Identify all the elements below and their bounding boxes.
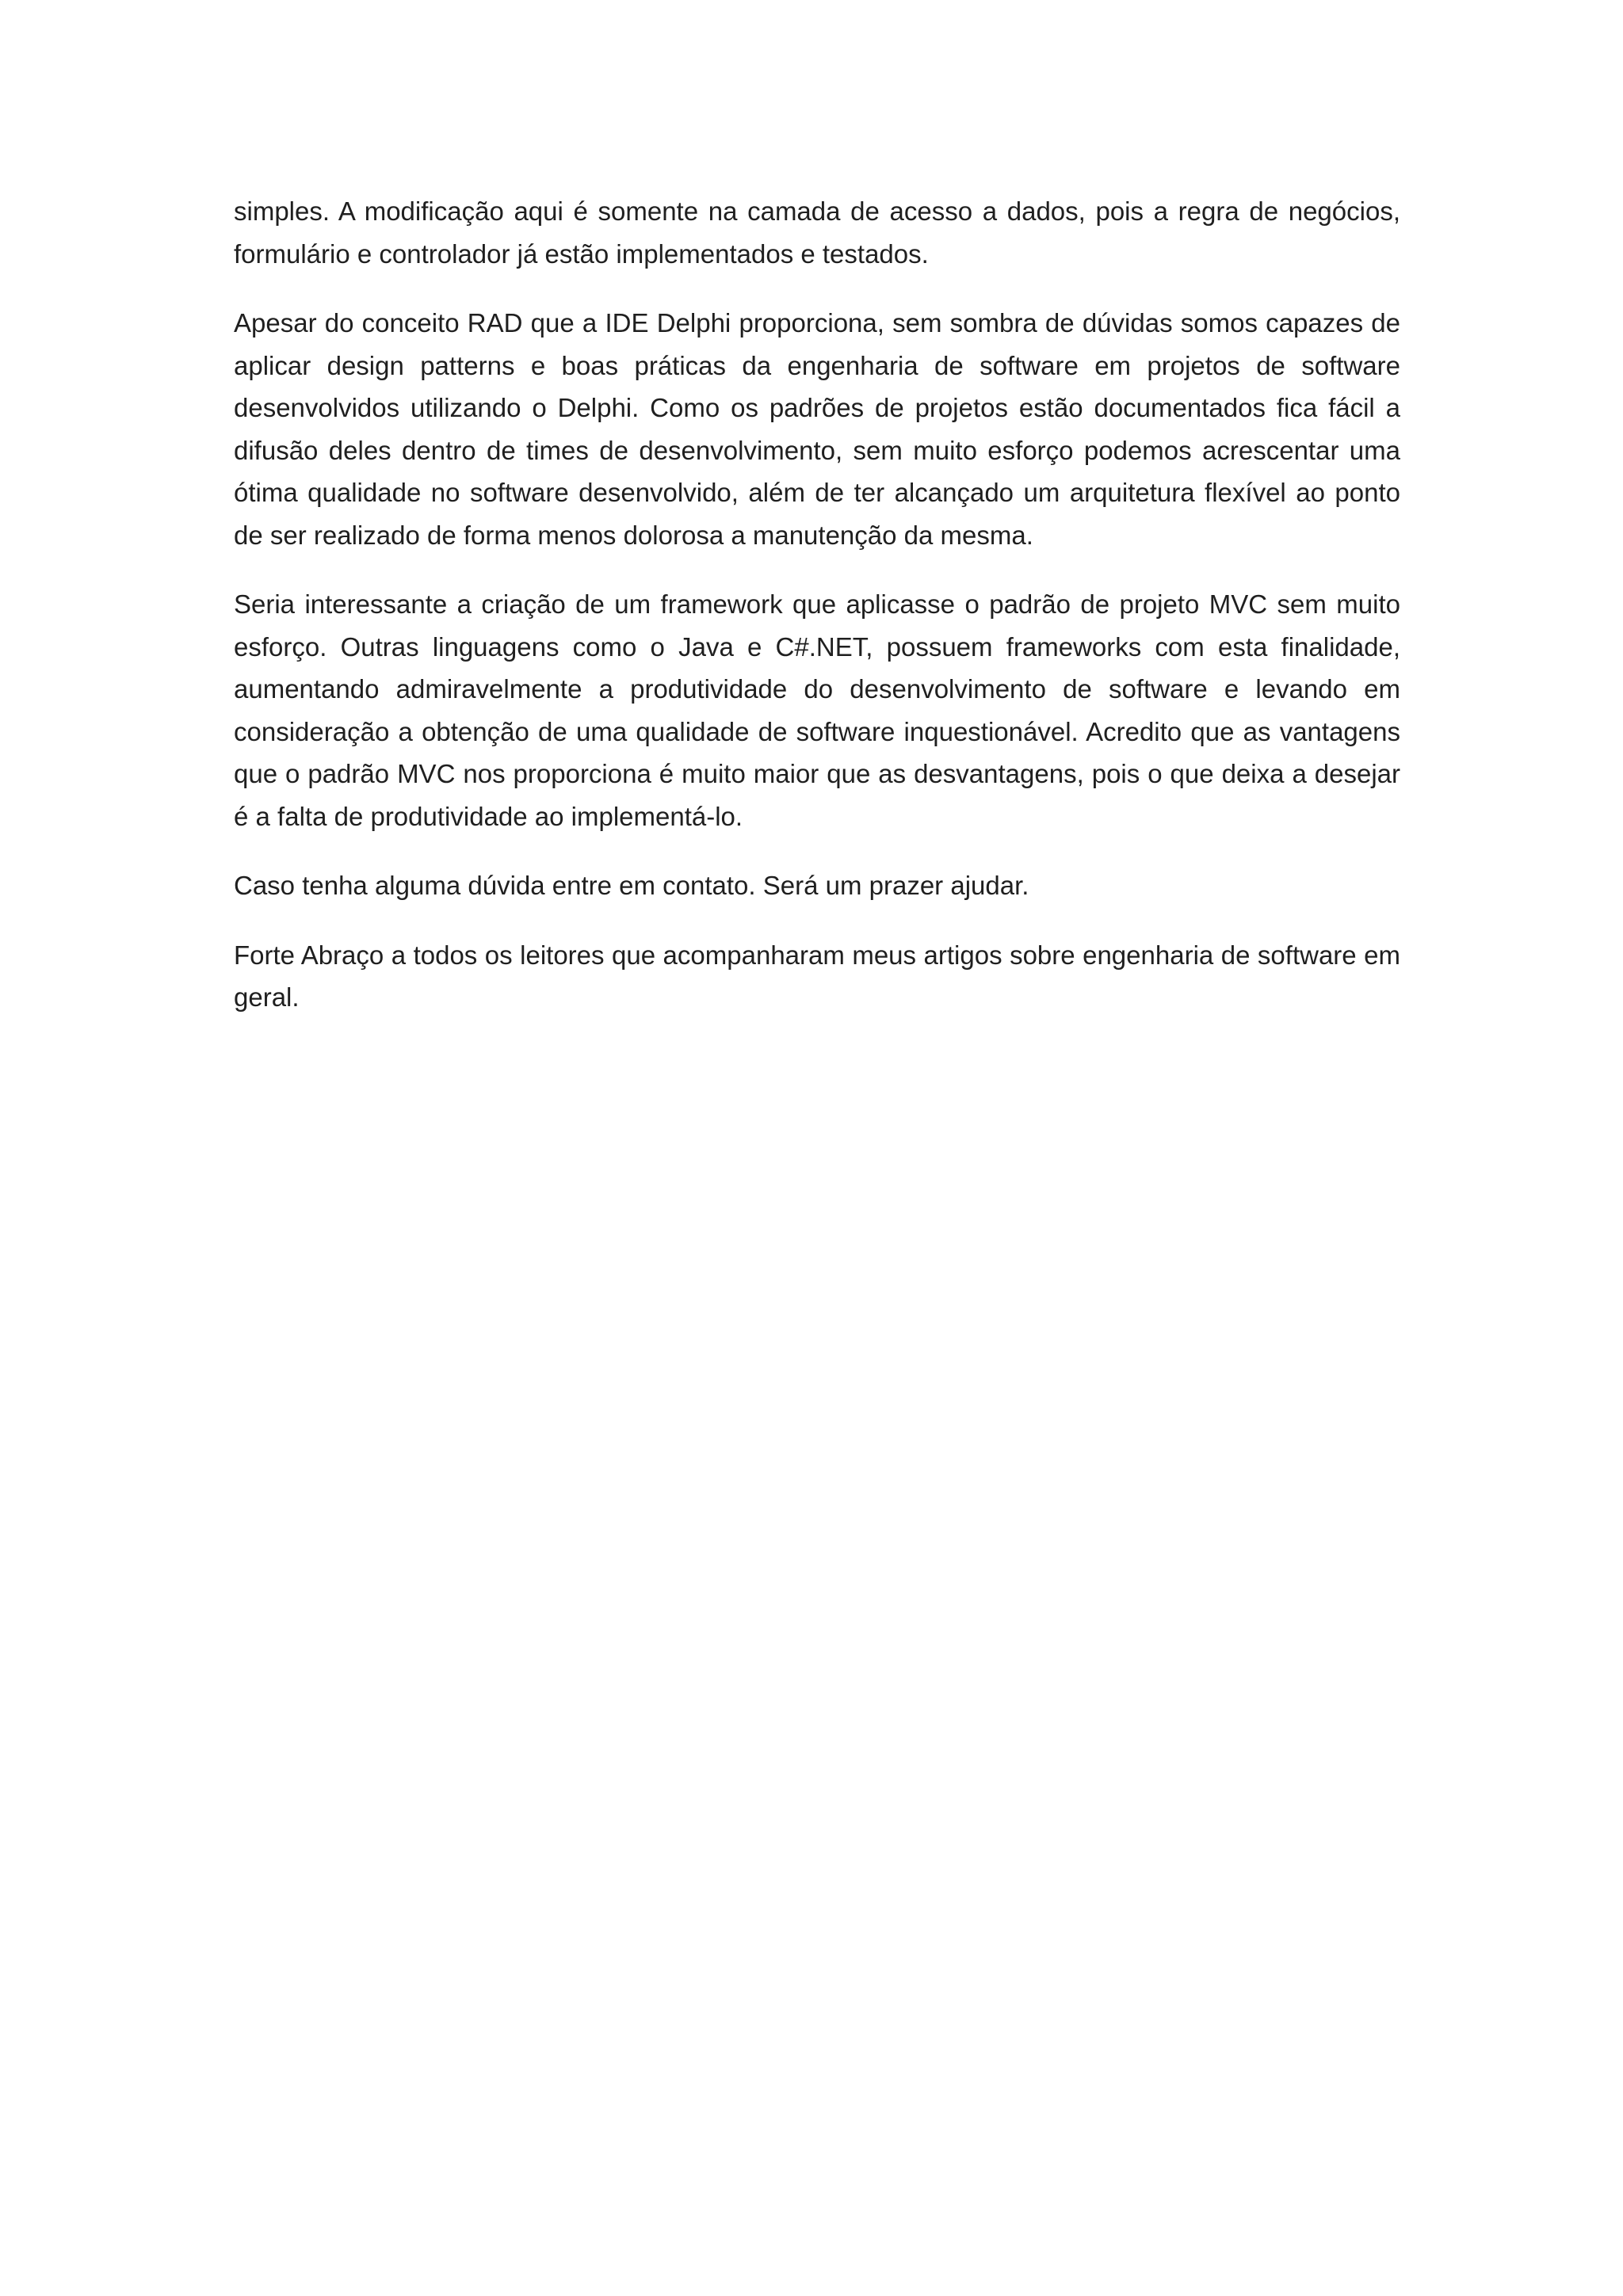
paragraph-5: Forte Abraço a todos os leitores que acompanharam meus artigos sobre engenharia de software em geral. (234, 940, 1400, 1012)
paragraph-1: simples. A modificação aqui é somente na camada de acesso a dados, pois a regra de negócios, formulário e controlador já estão implementados e testados. (234, 196, 1400, 269)
paragraph-2: Apesar do conceito RAD que a IDE Delphi proporciona, sem sombra de dúvidas somos capazes de aplicar design patterns e boas práticas da engenharia de software em projetos de software desenvolvidos utilizando o Delphi. Como os padrões de projetos estão documentados fica fácil a difusão deles dentro de times de desenvolvimento, sem muito esforço podemos acrescentar uma ótima qualidade no software desenvolvido, além de ter alcançado um arquitetura flexível ao ponto de ser realizado de forma menos dolorosa a manutenção da mesma. (234, 308, 1400, 550)
document-body (234, 190, 1400, 1046)
paragraph-4: Caso tenha alguma dúvida entre em contato. Será um prazer ajudar. (234, 871, 1029, 900)
paragraph-3: Seria interessante a criação de um framework que aplicasse o padrão de projeto MVC sem muito esforço. Outras linguagens como o Java e C#.NET, possuem frameworks com esta finalidade, aumentando admiravelmente a produtividade do desenvolvimento de software e levando em consideração a obtenção de uma qualidade de software inquestionável. Acredito que as vantagens que o padrão MVC nos proporciona é muito maior que as desvantagens, pois o que deixa a desejar é a falta de produtividade ao implementá-lo. (234, 589, 1400, 831)
